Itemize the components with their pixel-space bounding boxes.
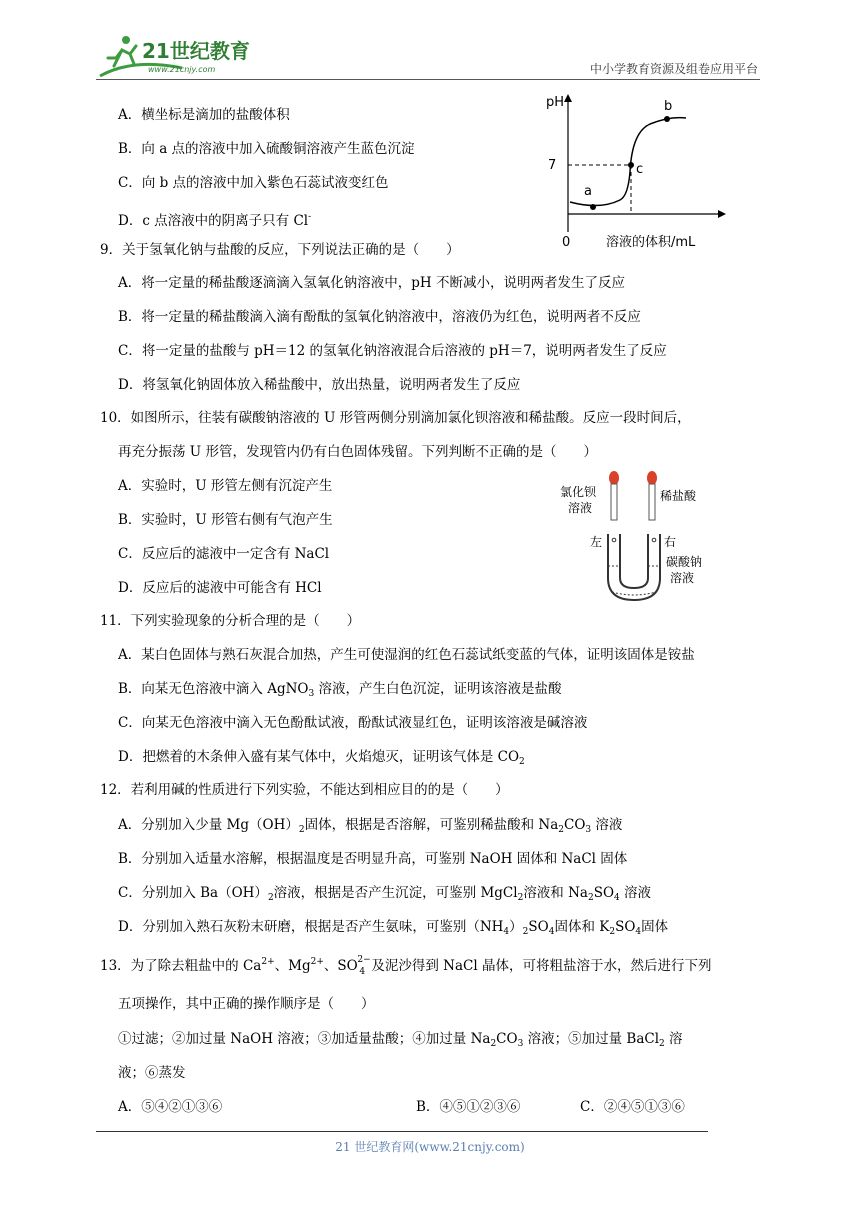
na2co3-label-line1: 碳酸钠 (666, 555, 703, 569)
q11-option-c: C．向某无色溶液中滴入无色酚酞试液，酚酞试液显红色，证明该溶液是碱溶液 (118, 715, 588, 731)
q8-option-a: A．横坐标是滴加的盐酸体积 (118, 107, 290, 123)
q9-option-b: B．将一定量的稀盐酸滴入滴有酚酞的氢氧化钠溶液中，溶液仍为红色，说明两者不反应 (118, 309, 641, 325)
q13-stem-line2: 五项操作，其中正确的操作顺序是（ ） (118, 996, 375, 1012)
q10-stem-line1: 10．如图所示，往装有碳酸钠溶液的 U 形管两侧分别滴加氯化钡溶液和稀盐酸。反应一段时间后， (100, 410, 691, 426)
logo-url: www.21cnjy.com (148, 65, 216, 74)
q13-operations-line2: 液；⑥蒸发 (118, 1065, 186, 1081)
q10-option-d: D．反应后的滤液中可能含有 HCl (118, 580, 322, 596)
header-platform-name: 中小学教育资源及组卷应用平台 (589, 62, 758, 76)
q9-option-d: D．将氢氧化钠固体放入稀盐酸中，放出热量，说明两者发生了反应 (118, 377, 521, 393)
q12-option-a: A．分别加入少量 $Mg(OH)_2$固体，根据是否溶解，可鉴别稀盐酸和 $Na_2CO_3$ 溶液 (118, 817, 623, 835)
q12-option-c: C．分别加入 $Ba(OH)_2$溶液，根据是否产生沉淀，可鉴别 MgCl$_2$溶液和 $Na_2SO_4$ 溶液 (118, 885, 652, 903)
bacl2-label-line2: 溶液 (568, 501, 593, 515)
point-b-label: b (664, 99, 673, 114)
q13-option-a: A．⑤④②①③⑥ (118, 1099, 223, 1115)
q12-option-b: B．分别加入适量水溶解，根据温度是否明显升高，可鉴别 NaOH 固体和 NaCl 固体 (118, 851, 628, 867)
q12-stem: 12．若利用碱的性质进行下列实验，不能达到相应目的的是（ ） (100, 782, 509, 798)
y-axis-label: pH (546, 95, 565, 110)
q9-option-a: A．将一定量的稀盐酸逐滴滴入氢氧化钠溶液中，pH 不断减小，说明两者发生了反应 (118, 275, 625, 291)
x-axis-label: 溶液的体积/mL (606, 235, 696, 250)
u-tube-diagram (556, 466, 726, 606)
footer-link[interactable]: 21 世纪教育网(www.21cnjy.com) (335, 1140, 525, 1154)
left-label: 左 (590, 535, 603, 549)
na2co3-label-line2: 溶液 (670, 571, 695, 585)
header-divider (96, 79, 760, 80)
q9-option-c: C．将一定量的盐酸与 pH＝12 的氢氧化钠溶液混合后溶液的 pH＝7，说明两者发生了反应 (118, 343, 667, 359)
q13-stem-line1: 13．为了除去粗盐中的 $Ca^{2+}$、$Mg^{2+}$、SO 2− 4 及泥沙得到 NaCl 晶体，可将粗盐溶于水，然后进行下列 (100, 955, 712, 977)
hcl-label: 稀盐酸 (660, 489, 697, 503)
logo-text: 21世纪教育 (142, 39, 250, 63)
q8-option-d: D．c 点溶液中的阴离子只有 Cl- (118, 212, 312, 229)
q10-option-a: A．实验时，U 形管左侧有沉淀产生 (118, 478, 333, 494)
q13-option-b: B．④⑤①②③⑥ (416, 1099, 521, 1115)
origin-label: 0 (562, 235, 571, 250)
q11-option-b: B．向某无色溶液中滴入 AgNO$_3$ 溶液，产生白色沉淀，证明该溶液是盐酸 (118, 681, 562, 699)
point-a-label: a (584, 184, 592, 199)
q10-option-c: C．反应后的滤液中一定含有 NaCl (118, 546, 330, 562)
bacl2-label-line1: 氯化钡 (560, 485, 597, 499)
q8-option-b: B．向 a 点的溶液中加入硫酸铜溶液产生蓝色沉淀 (118, 141, 415, 157)
right-label: 右 (664, 535, 677, 549)
footer-divider (96, 1131, 708, 1132)
q13-option-c: C．②④⑤①③⑥ (580, 1099, 685, 1115)
point-c-label: c (636, 162, 644, 177)
q10-option-b: B．实验时，U 形管右侧有气泡产生 (118, 512, 333, 528)
q9-stem: 9．关于氢氧化钠与盐酸的反应，下列说法正确的是（ ） (100, 242, 460, 258)
tick-7: 7 (548, 158, 557, 173)
q8-option-c: C．向 b 点的溶液中加入紫色石蕊试液变红色 (118, 175, 389, 191)
q13-operations-line1: ①过滤；②加过量 NaOH 溶液；③加适量盐酸；④加过量 $Na_2CO_3$ 溶液；⑤加过量 BaCl$_2$ 溶 (118, 1031, 683, 1049)
sulfate-ion: SO 2− 4 (337, 955, 371, 977)
q11-stem: 11．下列实验现象的分析合理的是（ ） (100, 613, 361, 629)
q11-option-a: A．某白色固体与熟石灰混合加热，产生可使湿润的红色石蕊试纸变蓝的气体，证明该固体是铵盐 (118, 647, 695, 663)
q12-option-d: D．分别加入熟石灰粉末研磨，根据是否产生氨味，可鉴别$(NH_4)_2SO_4$固体和 $K_2SO_4$固体 (118, 919, 669, 937)
q11-option-d: D．把燃着的木条伸入盛有某气体中，火焰熄灭，证明该气体是 $CO_2$ (118, 749, 525, 767)
site-logo (92, 28, 272, 82)
q10-stem-line2: 再充分振荡 U 形管，发现管内仍有白色固体残留。下列判断不正确的是（ ） (118, 444, 597, 460)
ph-graph (540, 92, 730, 252)
